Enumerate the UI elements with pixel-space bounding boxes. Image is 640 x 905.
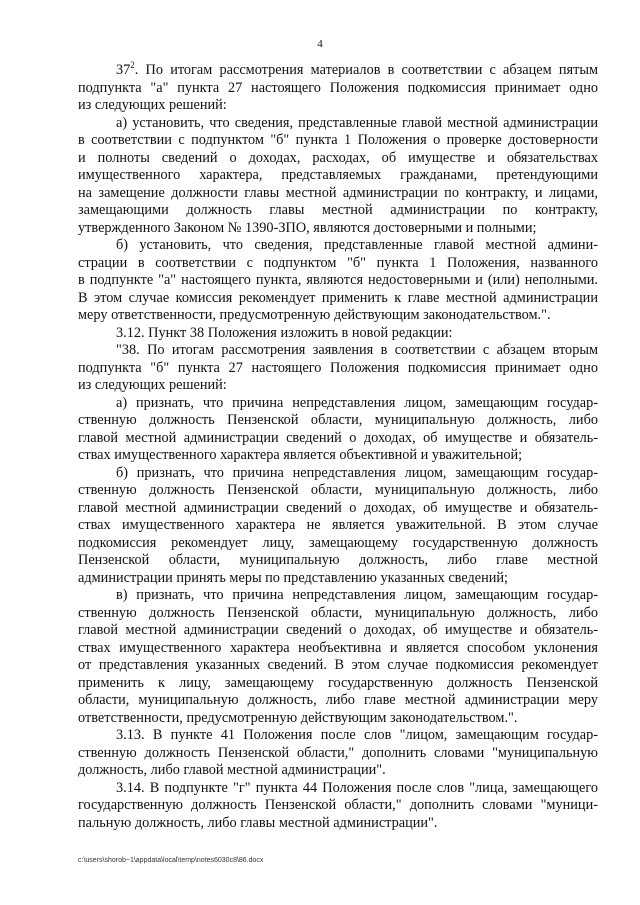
paragraph-p7	[78, 465, 598, 588]
line-text: на замещение должности главы местной администрации по контракту, и лицами,	[78, 184, 598, 201]
line-text: ственную должность Пензенской области, муниципальную должность, либо	[78, 412, 598, 428]
text-line	[78, 465, 598, 483]
line-text: "38. По итогам рассмотрения заявления в соответствии с абзацем вторым	[116, 342, 598, 358]
paragraph-p3	[78, 237, 598, 325]
line-text-rest: . По итогам рассмотрения материалов в соответствии с абзацем пятым	[134, 62, 598, 78]
line-text: ственную должность Пензенской области," дополнить словами "муниципальную	[78, 744, 598, 761]
text-line	[78, 62, 598, 80]
text-line	[78, 447, 598, 465]
text-line	[78, 307, 598, 325]
line-text: ственную должность Пензенской области, муниципальную должность, либо	[78, 604, 598, 621]
text-line	[78, 587, 598, 605]
line-text: подкомиссия рекомендует лицу, замещающему государственную должность	[78, 534, 598, 551]
text-line	[78, 202, 598, 220]
line-text: страции в соответствии с подпунктом "б" пункта 1 Положения, названного	[78, 254, 598, 271]
text-line	[78, 360, 598, 378]
paragraph-p1	[78, 62, 598, 115]
file-path-footer: c:\users\shorob~1\appdata\local\temp\notes6030c8\86.docx	[78, 857, 264, 864]
text-line	[78, 815, 598, 833]
line-text: б) установить, что сведения, представленные главой местной админи-	[116, 237, 598, 253]
line-text: подпункта "б" пункта 27 настоящего Положения подкомиссия принимает одно	[78, 359, 598, 376]
line-text: а) установить, что сведения, представленные главой местной администрации	[116, 114, 598, 131]
line-text: меру ответственности, предусмотренную действующим законодательством.".	[78, 307, 551, 323]
text-line	[78, 727, 598, 745]
line-text: в подпункте "а" настоящего пункта, являются недостоверными и (или) неполными.	[78, 272, 598, 288]
text-line	[78, 692, 598, 710]
text-line	[78, 342, 598, 360]
text-line	[78, 290, 598, 308]
line-text: области, муниципальную должность, либо главе местной администрации меру	[78, 692, 598, 708]
line-text: должность, либо главой местной администрации".	[78, 762, 386, 778]
text-line	[78, 325, 598, 343]
text-line	[78, 272, 598, 290]
text-line	[78, 657, 598, 675]
paragraph-p6	[78, 395, 598, 465]
text-line	[78, 237, 598, 255]
paragraph-p5	[78, 342, 598, 395]
line-text: 3.14. В подпункте "г" пункта 44 Положения после слов "лица, замещающего	[116, 779, 598, 796]
text-line	[78, 780, 598, 798]
text-line	[78, 377, 598, 395]
text-line	[78, 762, 598, 780]
line-text: ствах имущественного характера является объективной и уважительной;	[78, 447, 523, 463]
text-line	[78, 255, 598, 273]
text-line	[78, 430, 598, 448]
line-text: 37	[116, 62, 131, 78]
text-line	[78, 675, 598, 693]
line-text: ствах имущественного характера не является уважительной. В этом случае	[78, 517, 598, 533]
text-line	[78, 570, 598, 588]
text-line	[78, 745, 598, 763]
line-text: в) признать, что причина непредставления лицом, замещающим государ-	[116, 587, 598, 603]
page-number: 4	[317, 38, 323, 50]
line-text: государственную должность Пензенской области," дополнить словами "муници-	[78, 797, 598, 813]
line-text: ственную должность Пензенской области, муниципальную должность, либо	[78, 482, 598, 498]
text-line	[78, 97, 598, 115]
line-text: ствах имущественного характера необъективна и является способом уклонения	[78, 639, 598, 656]
text-line	[78, 622, 598, 640]
line-text: б) признать, что причина непредставления лицом, замещающим государ-	[116, 464, 598, 481]
text-line	[78, 482, 598, 500]
paragraph-p9	[78, 727, 598, 780]
line-text: 3.13. В пункте 41 Положения после слов "лицом, замещающим государ-	[116, 727, 598, 743]
line-text: главой местной администрации сведений о доходах, об имуществе и обязатель-	[78, 622, 598, 638]
line-text: утвержденного Законом № 1390-ЗПО, являются достоверными и полными;	[78, 219, 537, 236]
line-text: и полноты сведений о доходах, расходах, об имуществе и обязательствах	[78, 149, 598, 166]
text-line	[78, 150, 598, 168]
text-line	[78, 552, 598, 570]
line-text: а) признать, что причина непредставления лицом, замещающим государ-	[116, 394, 598, 411]
line-text: главой местной администрации сведений о доходах, об имуществе и обязатель-	[78, 429, 598, 446]
line-text: из следующих решений:	[78, 97, 227, 113]
line-text: имущественного характера, представляемых гражданами, претендующими	[78, 167, 598, 183]
text-line	[78, 640, 598, 658]
text-line	[78, 80, 598, 98]
text-line	[78, 115, 598, 133]
line-text: пальную должность, либо главы местной администрации".	[78, 814, 438, 831]
text-line	[78, 167, 598, 185]
paragraph-p10	[78, 780, 598, 833]
line-text: применить к лицу, замещающему государственную должность Пензенской	[78, 674, 598, 691]
text-line	[78, 710, 598, 728]
text-line	[78, 535, 598, 553]
line-text: из следующих решений:	[78, 377, 227, 393]
text-line	[78, 500, 598, 518]
text-line	[78, 605, 598, 623]
line-text: Пензенской области, муниципальную должность, либо главе местной	[78, 552, 598, 568]
text-line	[78, 517, 598, 535]
text-line	[78, 412, 598, 430]
paragraph-p2	[78, 115, 598, 238]
line-text: главой местной администрации сведений о доходах, об имуществе и обязатель-	[78, 499, 598, 516]
line-text: от представления указанных сведений. В этом случае подкомиссия рекомендует	[78, 657, 598, 673]
text-line	[78, 185, 598, 203]
paragraph-p4	[78, 325, 598, 343]
line-text: 3.12. Пункт 38 Положения изложить в новой редакции:	[116, 324, 453, 341]
text-line	[78, 220, 598, 238]
line-text: подпункта "а" пункта 27 настоящего Положения подкомиссия принимает одно	[78, 79, 598, 96]
text-line	[78, 132, 598, 150]
text-line	[78, 395, 598, 413]
superscript: 2	[130, 60, 135, 71]
line-text: замещающими должность главы местной администрации по контракту,	[78, 202, 598, 218]
paragraph-p8	[78, 587, 598, 727]
line-text: в соответствии с подпунктом "б" пункта 1 Положения о проверке достоверности	[78, 132, 598, 148]
line-text: В этом случае комиссия рекомендует применить к главе местной администрации	[78, 289, 598, 306]
line-text: администрации принять меры по представлению указанных сведений;	[78, 569, 509, 586]
line-text: ответственности, предусмотренную действующим законодательством.".	[78, 709, 518, 726]
text-line	[78, 797, 598, 815]
document-body	[78, 62, 598, 832]
